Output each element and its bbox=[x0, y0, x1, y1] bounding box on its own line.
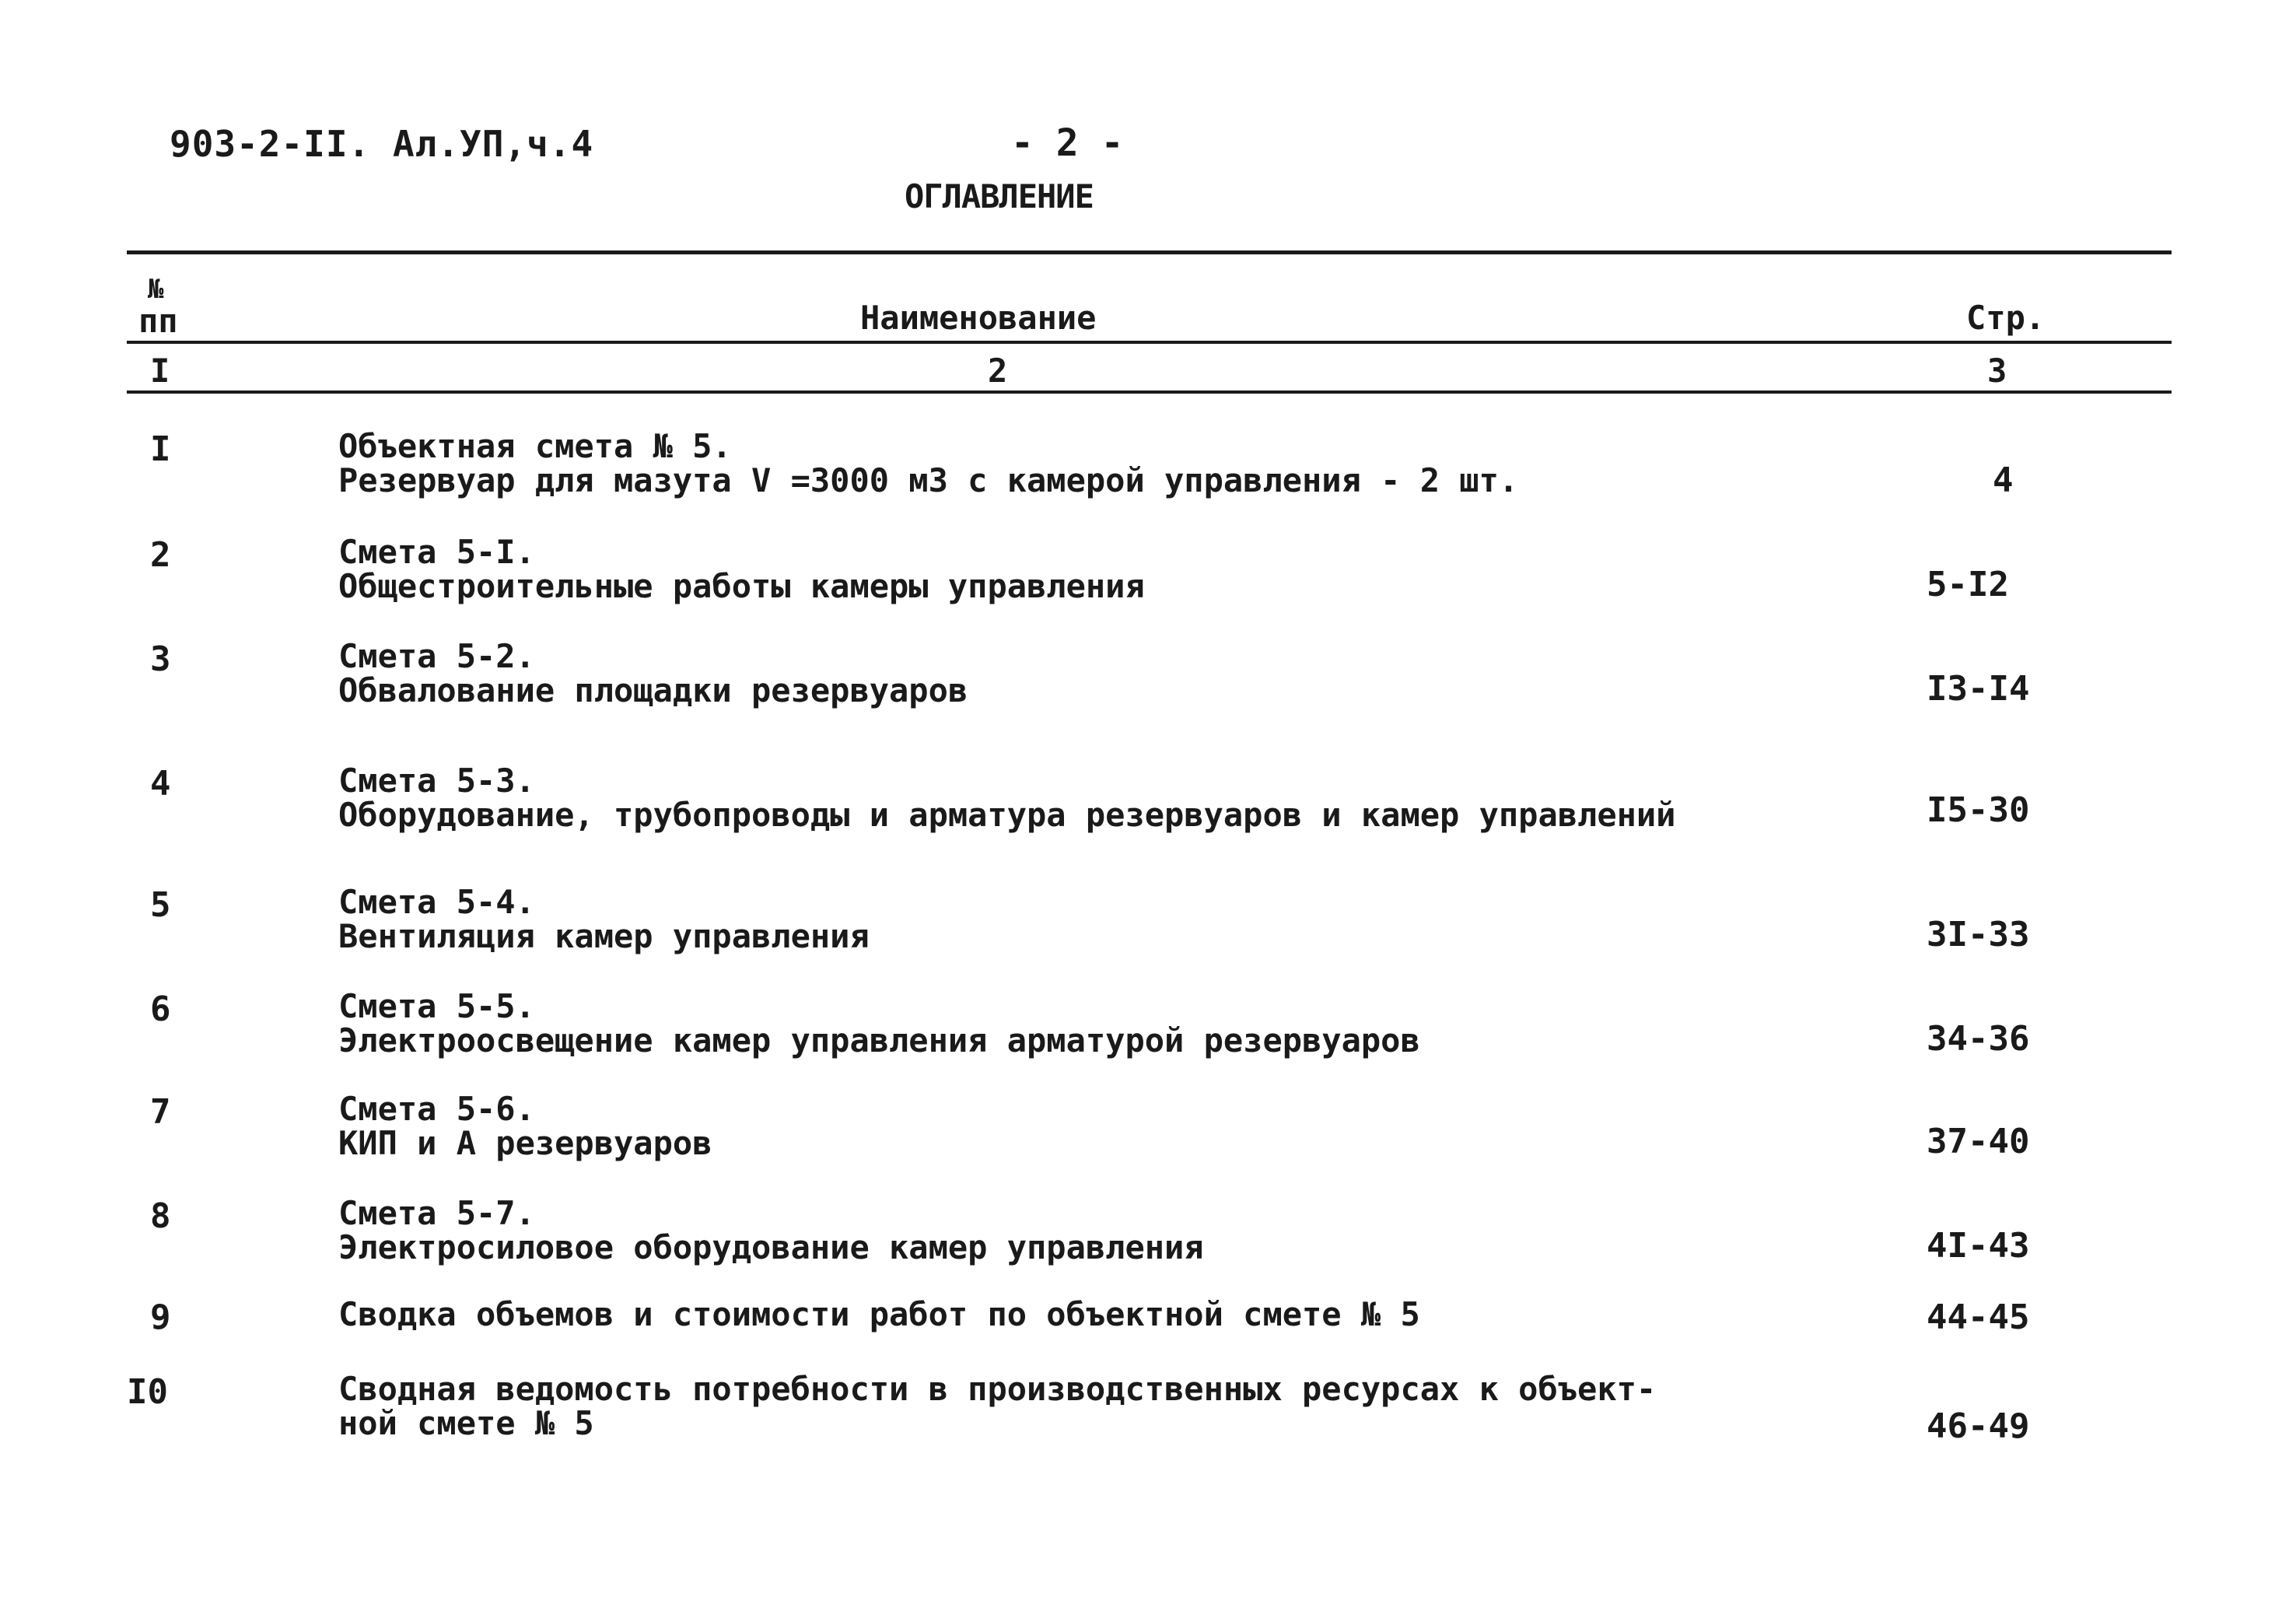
row-page: I3-I4 bbox=[1927, 669, 2030, 709]
row-number: I bbox=[150, 429, 171, 469]
row-page: 5-I2 bbox=[1927, 565, 2009, 604]
column-number-3: 3 bbox=[1987, 352, 2007, 390]
row-text bbox=[338, 764, 1675, 832]
row-title: Сводка объемов и стоимости работ по объектной смете № 5 bbox=[338, 1295, 1420, 1333]
row-number: 9 bbox=[150, 1298, 171, 1337]
row-title: Сводная ведомость потребности в производственных ресурсах к объект- bbox=[338, 1370, 1657, 1408]
row-number: 7 bbox=[150, 1092, 171, 1132]
row-number: 3 bbox=[150, 639, 171, 679]
row-subtitle: КИП и А резервуаров bbox=[338, 1124, 712, 1162]
row-page: 34-36 bbox=[1927, 1019, 2030, 1059]
doc-title: ОГЛАВЛЕНИЕ bbox=[905, 177, 1094, 215]
page-number: - 2 - bbox=[1011, 121, 1124, 165]
row-title: Смета 5-I. bbox=[338, 533, 535, 571]
row-number: 4 bbox=[150, 764, 171, 804]
row-page: 46-49 bbox=[1927, 1406, 2030, 1446]
row-page: 4I-43 bbox=[1927, 1226, 2030, 1266]
header-num: пп bbox=[138, 302, 178, 340]
row-subtitle: Электросиловое оборудование камер управления bbox=[338, 1228, 1204, 1266]
table-rule-mid bbox=[127, 341, 2172, 344]
row-page: 3I-33 bbox=[1927, 915, 2030, 954]
row-page: 44-45 bbox=[1927, 1298, 2030, 1337]
row-title: Смета 5-7. bbox=[338, 1194, 535, 1232]
row-page: 4 bbox=[1993, 461, 2014, 500]
row-number: 8 bbox=[150, 1196, 171, 1236]
row-subtitle: Электроосвещение камер управления арматурой резервуаров bbox=[338, 1021, 1420, 1059]
row-page: I5-30 bbox=[1927, 790, 2030, 830]
row-subtitle: Обвалование площадки резервуаров bbox=[338, 671, 968, 709]
row-number: 5 bbox=[150, 885, 171, 925]
row-subtitle: Оборудование, трубопроводы и арматура резервуаров и камер управлений bbox=[338, 796, 1676, 834]
row-subtitle: Общестроительные работы камеры управления bbox=[338, 567, 1145, 605]
row-title: Смета 5-4. bbox=[338, 883, 535, 921]
row-text bbox=[338, 639, 968, 708]
row-text bbox=[338, 1092, 712, 1161]
row-title: Объектная смета № 5. bbox=[338, 427, 732, 465]
row-text bbox=[338, 885, 870, 954]
row-title: Смета 5-3. bbox=[338, 762, 535, 800]
row-text bbox=[338, 1372, 1656, 1441]
row-title: Смета 5-5. bbox=[338, 987, 535, 1025]
column-number-1: I bbox=[150, 352, 170, 390]
header-name: Наименование bbox=[860, 299, 1097, 337]
row-text bbox=[338, 429, 1518, 498]
row-number: 6 bbox=[150, 989, 171, 1029]
row-subtitle: Резервуар для мазута V =3000 м3 с камерой управления - 2 шт. bbox=[338, 461, 1519, 499]
row-text bbox=[338, 535, 1145, 604]
doc-code: 903-2-II. Ал.УП,ч.4 bbox=[170, 123, 594, 165]
header-page: Стр. bbox=[1966, 299, 2046, 337]
row-page: 37-40 bbox=[1927, 1122, 2030, 1161]
column-number-2: 2 bbox=[988, 352, 1008, 390]
row-text bbox=[338, 1295, 1420, 1333]
table-rule-bottom bbox=[127, 390, 2172, 394]
row-subtitle: ной смете № 5 bbox=[338, 1404, 594, 1442]
header-num-sign: № bbox=[148, 274, 164, 305]
row-number: I0 bbox=[127, 1372, 168, 1412]
row-title: Смета 5-2. bbox=[338, 637, 535, 675]
row-subtitle: Вентиляция камер управления bbox=[338, 917, 870, 955]
row-text bbox=[338, 989, 1420, 1058]
row-title: Смета 5-6. bbox=[338, 1090, 535, 1128]
table-rule-top bbox=[127, 250, 2172, 254]
row-number: 2 bbox=[150, 535, 171, 575]
row-text bbox=[338, 1196, 1204, 1265]
